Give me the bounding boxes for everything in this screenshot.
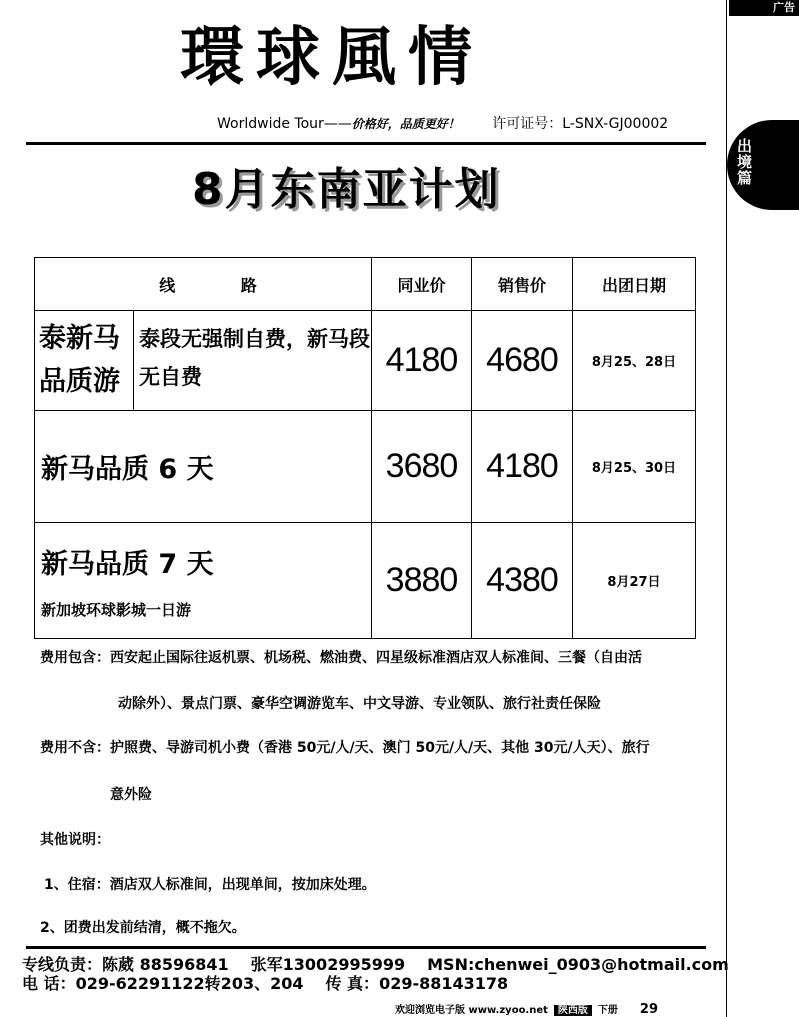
table-header-row: [35, 258, 696, 311]
trade-price: 4180: [372, 311, 472, 411]
route-name: [35, 311, 134, 410]
departure-dates: 8月25、30日: [573, 411, 696, 523]
footer-rule: [26, 946, 706, 949]
ad-tag: 广告: [729, 0, 799, 16]
departure-dates: 8月27日: [573, 523, 696, 639]
table-row: [35, 311, 696, 411]
included-line-2: 动除外）、景点门票、豪华空调游览车、中文导游、专业领队、旅行社责任保险: [118, 696, 601, 712]
page-number: 29: [639, 1002, 659, 1017]
route-cell: [35, 523, 372, 639]
contact-line-2: [22, 974, 508, 994]
page-footer: [395, 1002, 658, 1017]
contact-msn: MSN:chenwei_0903@hotmail.com: [427, 955, 729, 974]
header-route: 线 路: [35, 258, 372, 311]
footer-volume: 下册: [597, 1005, 618, 1016]
excluded-line-2: 意外险: [110, 787, 152, 803]
other-line-2: 2、团费出发前结清，概不拖欠。: [40, 920, 246, 936]
fax-label: 传 真：: [325, 974, 380, 993]
route-table: [34, 257, 696, 639]
departure-dates: 8月25、28日: [573, 311, 696, 411]
header-departure: 出团日期: [573, 258, 696, 311]
trade-price: 3680: [372, 411, 472, 523]
route-name-line1: 泰新马: [39, 323, 120, 354]
other-title: 其他说明：: [40, 832, 110, 848]
header-rule: [26, 142, 706, 145]
brand-logo: 環球風情: [180, 20, 484, 95]
section-tab: [727, 120, 799, 210]
edition-badge: 陕西版: [554, 1005, 592, 1016]
trade-price: 3880: [372, 523, 472, 639]
route-name: 新马品质 6 天: [35, 411, 372, 523]
table-row: [35, 411, 696, 523]
tagline-en: Worldwide Tour: [217, 116, 324, 132]
included-line-1: 费用包含：西安起止国际往返机票、机场税、燃油费、四星级标准酒店双人标准间、三餐（自由活: [40, 650, 642, 666]
license-number: 许可证号：L-SNX-GJ00002: [492, 116, 669, 132]
phone-number: 029-62291122转203、204: [75, 974, 304, 993]
fax-number: 029-88143178: [379, 974, 509, 993]
header-sale-price: 销售价: [472, 258, 573, 311]
route-subtitle: 新加坡环球影城一日游: [41, 600, 192, 619]
sale-price: 4680: [472, 311, 573, 411]
route-name-line2: 品质游: [39, 366, 120, 397]
route-note: 泰段无强制自费，新马段无自费: [139, 327, 370, 389]
section-tab-label: 出境篇: [737, 137, 753, 187]
phone-label: 电 话：: [22, 974, 76, 993]
contact-line-1: [22, 955, 729, 975]
tagline-dash: ——: [323, 116, 352, 132]
other-line-1: 1、住宿：酒店双人标准间，出现单间，按加床处理。: [44, 877, 376, 893]
excluded-line-1: 费用不含：护照费、导游司机小费（香港 50元/人/天、澳门 50元/人/天、其他 30元/人天）、旅行: [40, 740, 650, 756]
contact-person-1: 陈葳 88596841: [102, 955, 229, 974]
route-cell: [35, 311, 372, 411]
route-name: 新马品质 7 天: [41, 548, 214, 580]
header-trade-price: 同业价: [372, 258, 472, 311]
contact-label: 专线负责：: [22, 955, 103, 974]
footer-welcome: 欢迎浏览电子版 www.zyoo.net: [395, 1005, 548, 1016]
tagline-slogan: 价格好，品质更好！: [351, 117, 460, 131]
sale-price: 4180: [472, 411, 573, 523]
tagline: [217, 114, 668, 134]
page-title: 8月东南亚计划: [192, 164, 501, 215]
contact-person-2: 张军13002995999: [250, 955, 406, 974]
table-row: [35, 523, 696, 639]
sale-price: 4380: [472, 523, 573, 639]
